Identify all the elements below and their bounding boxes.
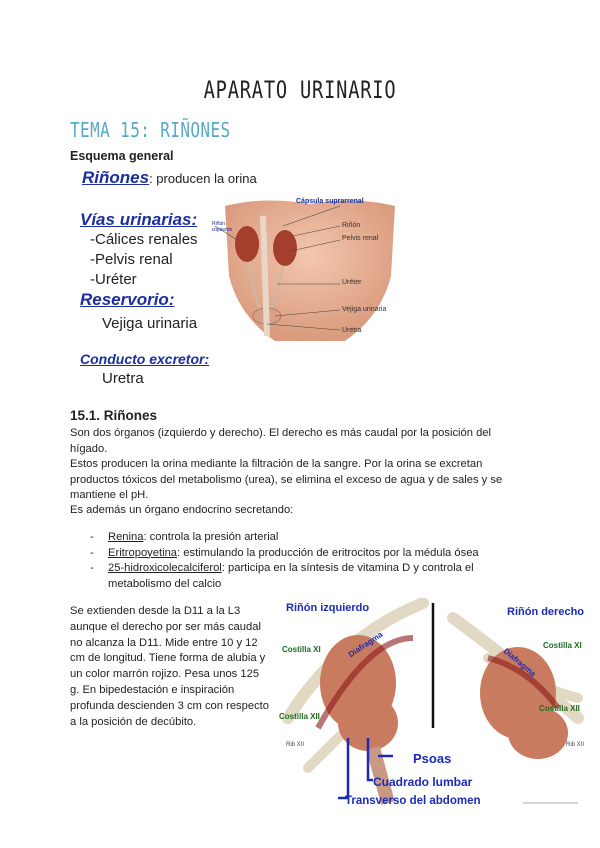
scheme-rinones: [82, 168, 257, 188]
label-left-small: Riñón izquierdo: [212, 221, 233, 233]
page-title: APARATO URINARIO: [203, 76, 397, 104]
fig-left-costilla-xi: Costilla XI: [282, 645, 321, 654]
list-desc: : controla la presión arterial: [143, 531, 279, 543]
list-term: 25-hidroxicolecalciferol: [108, 562, 222, 574]
fig-right-rib-xii: Rib XII: [566, 742, 585, 748]
scheme-conducto: [80, 349, 209, 389]
fig-right-diafragma: Diafragma: [501, 646, 538, 679]
left-kidney-shape: [235, 226, 259, 262]
fig-cuadrado: Cuadrado lumbar: [373, 775, 473, 789]
list-term: Renina: [108, 531, 144, 543]
hormone-list: [90, 530, 530, 592]
scheme-vias-item-1: -Cálices renales: [90, 231, 198, 248]
scheme-conducto-item: Uretra: [102, 370, 144, 387]
scheme-vias-item-3: -Uréter: [90, 271, 137, 288]
fig-psoas: Psoas: [413, 751, 452, 766]
fig-left-rib-xii: Rib XII: [286, 742, 305, 748]
fig-left-diafragma: Diafragma: [346, 629, 385, 660]
subtitle: Esquema general: [70, 149, 174, 163]
fig-right-costilla-xi: Costilla XI: [543, 641, 582, 650]
list-item: - Eritropoyetina: estimulando la producción de eritrocitos por la médula ósea: [90, 546, 479, 559]
paragraph-1: Son dos órganos (izquierdo y derecho). El derecho es más caudal por la posición del hígado.: [70, 427, 492, 455]
list-item: - 25-hidroxicolecalciferol: participa en la síntesis de vitamina D y controla el metabolismo del calcio: [90, 562, 474, 590]
scheme-rinones-desc: : producen la orina: [149, 171, 257, 186]
label-capsula: Cápsula suprarrenal: [296, 198, 364, 205]
right-kidney-shape: [273, 230, 297, 266]
fig-left-costilla-xii: Costilla XII: [279, 712, 320, 721]
section-heading: 15.1. Riñones: [70, 408, 158, 423]
label-rinon: Riñón: [342, 222, 361, 229]
scheme-reservorio-head: Reservorio:: [80, 290, 175, 309]
list-term: Eritropoyetina: [108, 546, 178, 559]
section-title: TEMA 15: RIÑONES: [70, 118, 231, 142]
list-desc: : estimulando la producción de eritrocitos por la médula ósea: [177, 546, 479, 559]
paragraph-3: Es además un órgano endocrino secretando:: [70, 504, 294, 516]
scheme-vias-item-2: -Pelvis renal: [90, 251, 173, 268]
fig-right-title: Riñón derecho: [507, 606, 585, 618]
label-pelvis: Pelvis renal: [342, 235, 379, 242]
fig-transverso: Transverso del abdomen: [345, 795, 481, 807]
kidney-description: Se extienden desde la D11 a la L3 aunque el derecho por ser más caudal no alcanza la D11. Mide entre 10 y 12 cm de longitud. Tiene forma de alubia y un color marrón rojizo. Pesa unos 125 g. En bipedestación e inspiración profunda descienden 3 cm con respecto a la posición de decúbito.: [70, 605, 270, 728]
scheme-rinones-head: Riñones: [82, 168, 150, 187]
scheme-vias: [80, 210, 220, 334]
scheme-vias-head: Vías urinarias:: [80, 210, 198, 229]
urinary-anatomy-figure: [205, 196, 415, 346]
label-uretra: Uretra: [342, 327, 362, 334]
scheme-conducto-head: Conducto excretor:: [80, 351, 210, 367]
fig-left-title: Riñón izquierdo: [286, 602, 370, 614]
scheme-reservorio-item: Vejiga urinaria: [102, 315, 198, 332]
list-desc: : participa en la síntesis de vitamina D y controla el metabolismo del calcio: [108, 562, 474, 590]
label-ureter: Uréter: [342, 279, 362, 286]
paragraph-2: Estos producen la orina mediante la filtración de la sangre. Por la orina se excretan productos tóxicos del metabolismo (urea), se elimina el exceso de agua y de sales y se mantiene el pH.: [70, 458, 503, 501]
fig-right-costilla-xii: Costilla XII: [539, 704, 580, 713]
list-item: - Renina: controla la presión arterial: [90, 531, 279, 543]
label-vejiga: Vejiga urinaria: [342, 306, 387, 313]
